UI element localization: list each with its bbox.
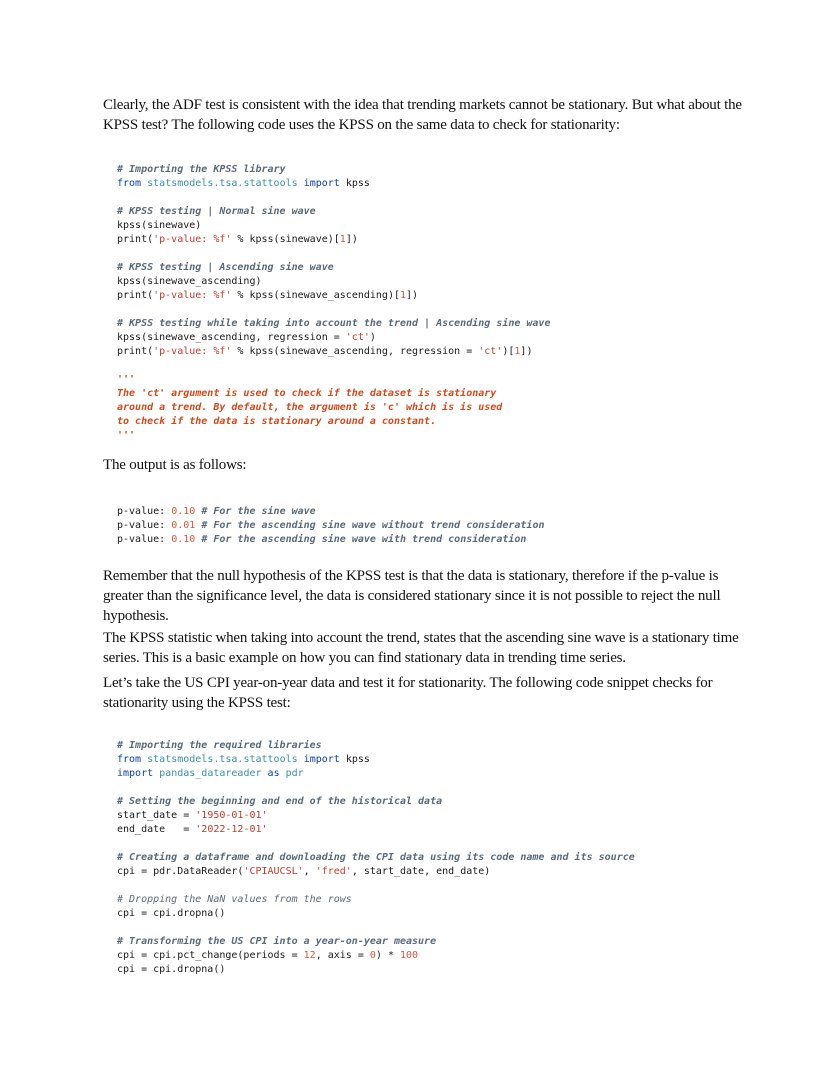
code-keyword: as (267, 768, 280, 779)
code-text: % kpss(sinewave)[ (231, 234, 340, 245)
code-string: 'ct' (478, 346, 503, 357)
code-text: , axis = (315, 950, 370, 961)
output-label: p-value: (117, 534, 172, 545)
code-keyword: import (303, 754, 340, 765)
code-keyword: import (117, 768, 154, 779)
code-text: print( (117, 290, 154, 301)
code-string: 'p-value: %f' (153, 290, 232, 301)
code-comment: # Creating a dataframe and downloading the CPI data using its code name and its source (117, 852, 635, 863)
code-text: ]) (406, 290, 419, 301)
docstring-open: ''' (117, 374, 136, 385)
paragraph-adf-kpss-intro: Clearly, the ADF test is consistent with the idea that trending markets cannot be stationary. But what about the KPSS test? The following code uses the KPSS on the same data to check for stationarity: (103, 97, 742, 133)
code-text: ]) (345, 234, 358, 245)
code-text: kpss (345, 754, 370, 765)
code-module: pandas_datareader (159, 768, 262, 779)
code-block-us-cpi (117, 739, 635, 977)
code-number: 1 (514, 346, 521, 357)
code-comment: # KPSS testing | Ascending sine wave (117, 262, 334, 273)
docstring-line: The 'ct' argument is used to check if the dataset is stationary (117, 388, 497, 399)
code-string: 'p-value: %f' (153, 234, 232, 245)
code-text: cpi = pdr.DataReader( (117, 866, 244, 877)
code-comment: # For the ascending sine wave without trend consideration (201, 520, 545, 531)
code-string: 'p-value: %f' (153, 346, 232, 357)
code-comment: # Dropping the NaN values from the rows (117, 894, 352, 905)
paragraph-kpss-trend: The KPSS statistic when taking into account the trend, states that the ascending sine wave is a stationary time series. This is a basic example on how you can find stationary data in trending time series. (103, 630, 739, 666)
code-number: 0 (369, 950, 376, 961)
code-number: 1 (399, 290, 407, 301)
code-text: kpss(sinewave_ascending) (117, 276, 262, 287)
docstring-close: ''' (117, 430, 136, 441)
code-text: )[ (502, 346, 515, 357)
code-comment: # For the ascending sine wave with trend consideration (201, 534, 527, 545)
code-string: '1950-01-01' (195, 810, 268, 821)
code-keyword: from (117, 178, 142, 189)
code-text: , start_date, end_date) (351, 866, 491, 877)
output-value: 0.01 (171, 520, 196, 531)
code-text: kpss (345, 178, 370, 189)
code-comment: # Importing the KPSS library (117, 164, 286, 175)
code-text: % kpss(sinewave_ascending)[ (231, 290, 400, 301)
code-keyword: from (117, 754, 142, 765)
paragraph-us-cpi-intro: Let’s take the US CPI year-on-year data and test it for stationarity. The following code snippet checks for stationarity using the KPSS test: (103, 675, 713, 711)
code-comment: # KPSS testing | Normal sine wave (117, 206, 316, 217)
code-block-output (117, 505, 544, 547)
code-comment: # For the sine wave (201, 506, 316, 517)
code-module: pdr (285, 768, 304, 779)
code-text: cpi = cpi.dropna() (117, 908, 226, 919)
code-number: 12 (303, 950, 316, 961)
code-comment: # Importing the required libraries (117, 740, 322, 751)
code-comment: # KPSS testing while taking into account the trend | Ascending sine wave (117, 318, 551, 329)
code-string: 'ct' (345, 332, 370, 343)
code-text: kpss(sinewave_ascending, regression = (117, 332, 346, 343)
docstring-line: around a trend. By default, the argument is 'c' which is is used (117, 402, 503, 413)
code-comment: # Transforming the US CPI into a year-on-year measure (117, 936, 437, 947)
output-label: p-value: (117, 506, 172, 517)
code-text: end_date = (117, 824, 196, 835)
paragraph-null-hypothesis: Remember that the null hypothesis of the KPSS test is that the data is stationary, therefore if the p-value is greater than the significance level, the data is considered stationary since it is not possible to reject the null hypothesis. (103, 568, 721, 624)
code-text: % kpss(sinewave_ascending, regression = (231, 346, 479, 357)
code-text: print( (117, 234, 154, 245)
code-text: cpi = cpi.dropna() (117, 964, 226, 975)
code-text: ) (369, 332, 376, 343)
code-module: statsmodels.tsa.stattools (147, 754, 298, 765)
code-block-kpss-sine (117, 163, 550, 443)
code-number: 1 (339, 234, 346, 245)
paragraph-output-intro: The output is as follows: (103, 457, 247, 473)
code-string: '2022-12-01' (195, 824, 268, 835)
code-string: 'fred' (315, 866, 352, 877)
output-label: p-value: (117, 520, 172, 531)
output-value: 0.10 (171, 506, 196, 517)
code-module: statsmodels.tsa.stattools (147, 178, 298, 189)
output-value: 0.10 (171, 534, 196, 545)
code-string: 'CPIAUCSL' (243, 866, 304, 877)
code-keyword: import (303, 178, 340, 189)
code-text: kpss(sinewave) (117, 220, 202, 231)
code-text: print( (117, 346, 154, 357)
code-text: ) * (375, 950, 400, 961)
code-text: cpi = cpi.pct_change(periods = (117, 950, 304, 961)
docstring-line: to check if the data is stationary around a constant. (117, 416, 437, 427)
code-text: start_date = (117, 810, 196, 821)
code-text: ]) (520, 346, 533, 357)
code-text: , (303, 866, 316, 877)
code-comment: # Setting the beginning and end of the historical data (117, 796, 443, 807)
code-number: 100 (400, 950, 419, 961)
